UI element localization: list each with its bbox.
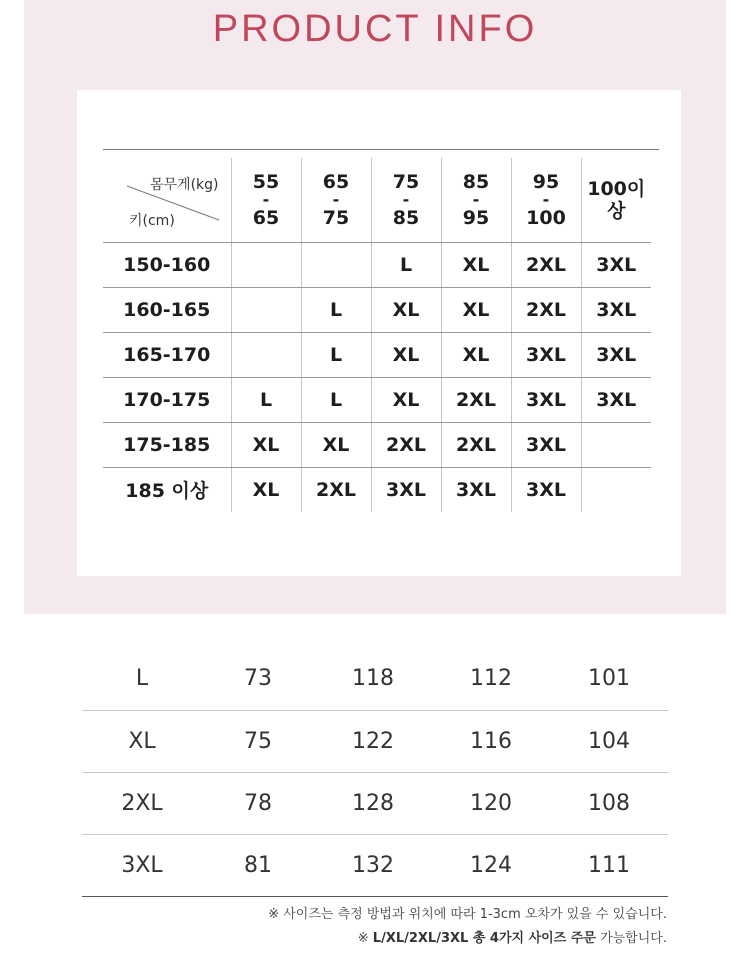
measure-value: 120: [432, 772, 550, 834]
size-label: 2XL: [82, 772, 202, 834]
size-cell: XL: [371, 332, 441, 377]
table-row: [82, 710, 668, 772]
footnote-sizes: ※ L/XL/2XL/3XL 총 4가지 사이즈 주문 가능합니다.: [357, 931, 667, 946]
measure-value: 78: [202, 772, 314, 834]
page-title: PRODUCT INFO: [212, 8, 538, 50]
size-cell: XL: [441, 287, 511, 332]
table-row: [103, 332, 651, 377]
height-cell: 150-160: [103, 242, 231, 287]
weight-header: 95 - 100: [511, 158, 581, 242]
size-cell: 2XL: [441, 422, 511, 467]
size-cell: [581, 422, 651, 467]
corner-header: [103, 158, 231, 242]
size-cell: 3XL: [581, 332, 651, 377]
size-cell: [581, 467, 651, 512]
size-cell: 3XL: [511, 422, 581, 467]
weight-header: 65 - 75: [301, 158, 371, 242]
height-axis-label: 키(cm): [129, 213, 175, 229]
table-row: [103, 422, 651, 467]
footnote-tolerance: ※ 사이즈는 측정 방법과 위치에 따라 1-3cm 오차가 있을 수 있습니다.: [268, 907, 667, 922]
size-cell: 3XL: [511, 377, 581, 422]
size-cell: 3XL: [441, 467, 511, 512]
size-label: XL: [82, 710, 202, 772]
size-chart-header-row: [103, 158, 651, 242]
measure-value: 111: [550, 834, 668, 896]
size-cell: 3XL: [511, 332, 581, 377]
table-row: [82, 772, 668, 834]
weight-header: 100이상: [581, 158, 651, 242]
table-row: [103, 287, 651, 332]
size-cell: 2XL: [511, 242, 581, 287]
size-cell: 3XL: [371, 467, 441, 512]
size-cell: 2XL: [441, 377, 511, 422]
height-cell: 175-185: [103, 422, 231, 467]
weight-axis-label: 몸무게(kg): [150, 177, 219, 193]
measure-value: 122: [314, 710, 432, 772]
size-cell: 3XL: [581, 377, 651, 422]
size-cell: [231, 287, 301, 332]
weight-header: 85 - 95: [441, 158, 511, 242]
weight-header: 55 - 65: [231, 158, 301, 242]
measure-value: 101: [550, 648, 668, 710]
table-row: [103, 377, 651, 422]
size-cell: XL: [231, 467, 301, 512]
size-label: L: [82, 648, 202, 710]
size-cell: XL: [301, 422, 371, 467]
size-cell: [301, 242, 371, 287]
measure-value: 81: [202, 834, 314, 896]
size-cell: 3XL: [511, 467, 581, 512]
table-row: [82, 834, 668, 896]
measure-value: 132: [314, 834, 432, 896]
size-cell: XL: [371, 287, 441, 332]
table-row: [103, 242, 651, 287]
height-cell: 185 이상: [125, 480, 209, 503]
size-chart-table: [103, 158, 651, 512]
footnote-sizes-emphasis: L/XL/2XL/3XL 총 4가지 사이즈 주문: [372, 931, 596, 946]
size-cell: XL: [441, 332, 511, 377]
size-label: 3XL: [82, 834, 202, 896]
size-cell: [231, 332, 301, 377]
weight-header: 75 - 85: [371, 158, 441, 242]
size-cell: XL: [231, 422, 301, 467]
measure-value: 112: [432, 648, 550, 710]
size-cell: L: [231, 377, 301, 422]
measurement-table: [82, 648, 668, 897]
size-cell: 2XL: [511, 287, 581, 332]
size-cell: L: [301, 287, 371, 332]
size-cell: 3XL: [581, 242, 651, 287]
size-cell: L: [371, 242, 441, 287]
measure-value: 75: [202, 710, 314, 772]
size-cell: [231, 242, 301, 287]
size-cell: XL: [441, 242, 511, 287]
measure-value: 124: [432, 834, 550, 896]
measure-value: 118: [314, 648, 432, 710]
size-cell: 2XL: [371, 422, 441, 467]
table-row: [103, 467, 651, 512]
footnotes: [0, 903, 667, 951]
measure-value: 108: [550, 772, 668, 834]
measure-value: 104: [550, 710, 668, 772]
divider: [103, 149, 659, 150]
size-cell: L: [301, 377, 371, 422]
height-cell: 160-165: [103, 287, 231, 332]
measure-value: 128: [314, 772, 432, 834]
size-cell: XL: [371, 377, 441, 422]
size-cell: 3XL: [581, 287, 651, 332]
size-cell: 2XL: [301, 467, 371, 512]
size-cell: L: [301, 332, 371, 377]
height-cell: 165-170: [103, 332, 231, 377]
height-cell: 170-175: [103, 377, 231, 422]
table-row: [82, 648, 668, 710]
measure-value: 116: [432, 710, 550, 772]
measure-value: 73: [202, 648, 314, 710]
